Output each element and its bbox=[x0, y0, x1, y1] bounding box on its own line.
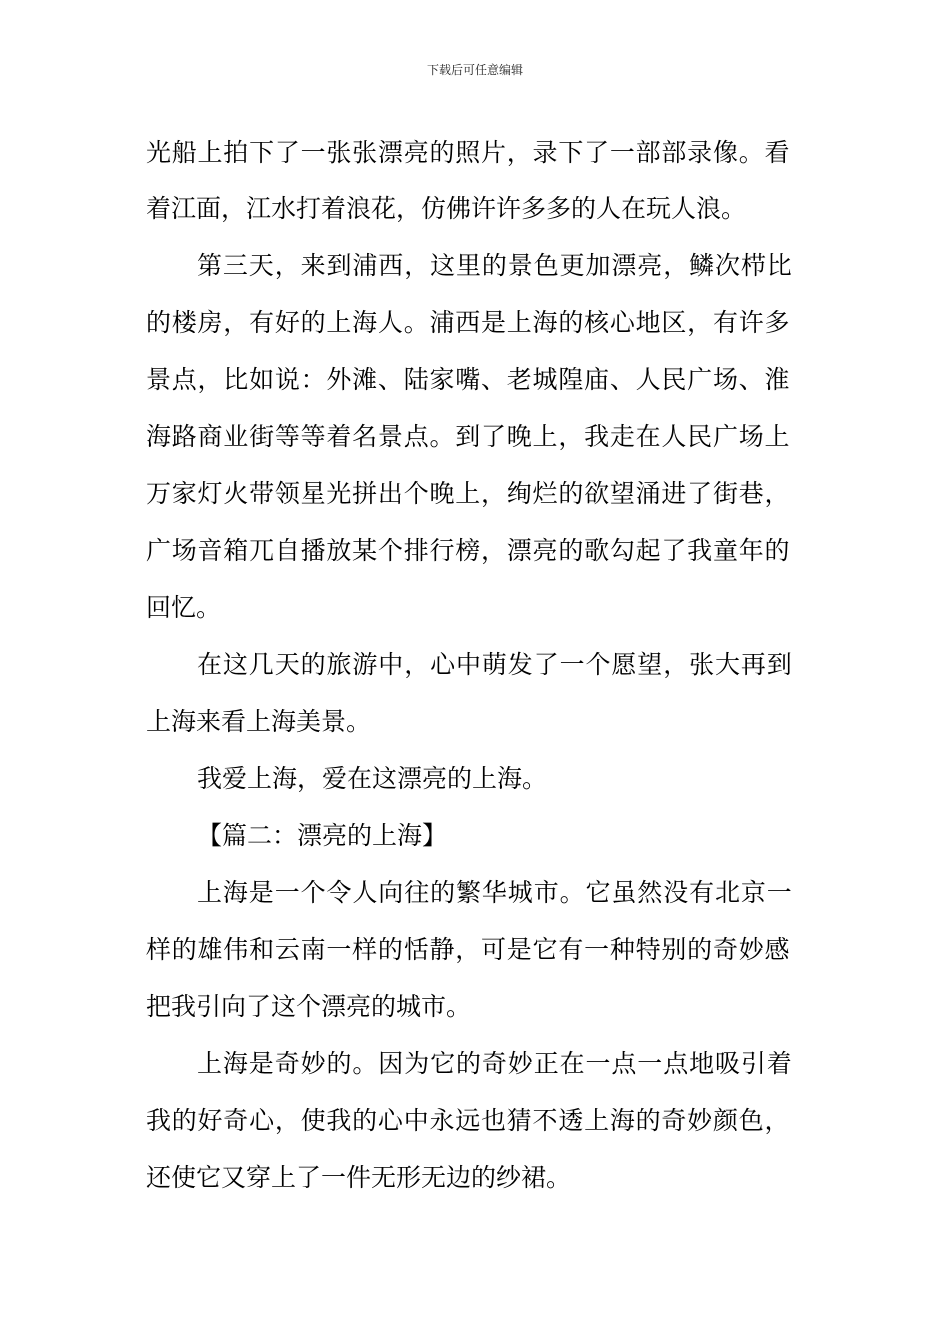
text-line: 广场音箱兀自播放某个排行榜，漂亮的歌勾起了我童年的 bbox=[146, 536, 791, 565]
text-line: 万家灯火带领星光拼出个晚上，绚烂的欲望涌进了街巷， bbox=[146, 479, 791, 508]
text-line: 把我引向了这个漂亮的城市。 bbox=[146, 992, 472, 1021]
text-line: 上海是一个令人向往的繁华城市。它虽然没有北京一 bbox=[197, 878, 793, 907]
text-line: 的楼房，有好的上海人。浦西是上海的核心地区，有许多 bbox=[146, 308, 791, 337]
text-line: 我爱上海，爱在这漂亮的上海。 bbox=[197, 764, 548, 793]
text-line: 在这几天的旅游中，心中萌发了一个愿望，张大再到 bbox=[197, 650, 793, 679]
text-line: 样的雄伟和云南一样的恬静，可是它有一种特别的奇妙感 bbox=[146, 935, 791, 964]
page-header: 下载后可任意编辑 bbox=[426, 63, 523, 77]
section-heading: 【篇二：漂亮的上海】 bbox=[197, 821, 448, 850]
text-line: 回忆。 bbox=[146, 593, 222, 622]
text-line: 海路商业街等等着名景点。到了晚上，我走在人民广场上 bbox=[146, 422, 791, 451]
text-line: 第三天，来到浦西，这里的景色更加漂亮，鳞次栉比 bbox=[197, 251, 793, 280]
text-line: 还使它又穿上了一件无形无边的纱裙。 bbox=[146, 1163, 572, 1192]
text-line: 光船上拍下了一张张漂亮的照片，录下了一部部录像。看 bbox=[146, 138, 791, 167]
text-line: 景点，比如说：外滩、陆家嘴、老城隍庙、人民广场、淮 bbox=[146, 365, 791, 394]
text-line: 我的好奇心，使我的心中永远也猜不透上海的奇妙颜色， bbox=[146, 1106, 791, 1135]
text-line: 上海来看上海美景。 bbox=[146, 707, 372, 736]
text-line: 上海是奇妙的。因为它的奇妙正在一点一点地吸引着 bbox=[197, 1049, 793, 1078]
text-line: 着江面，江水打着浪花，仿佛许许多多的人在玩人浪。 bbox=[146, 194, 747, 223]
